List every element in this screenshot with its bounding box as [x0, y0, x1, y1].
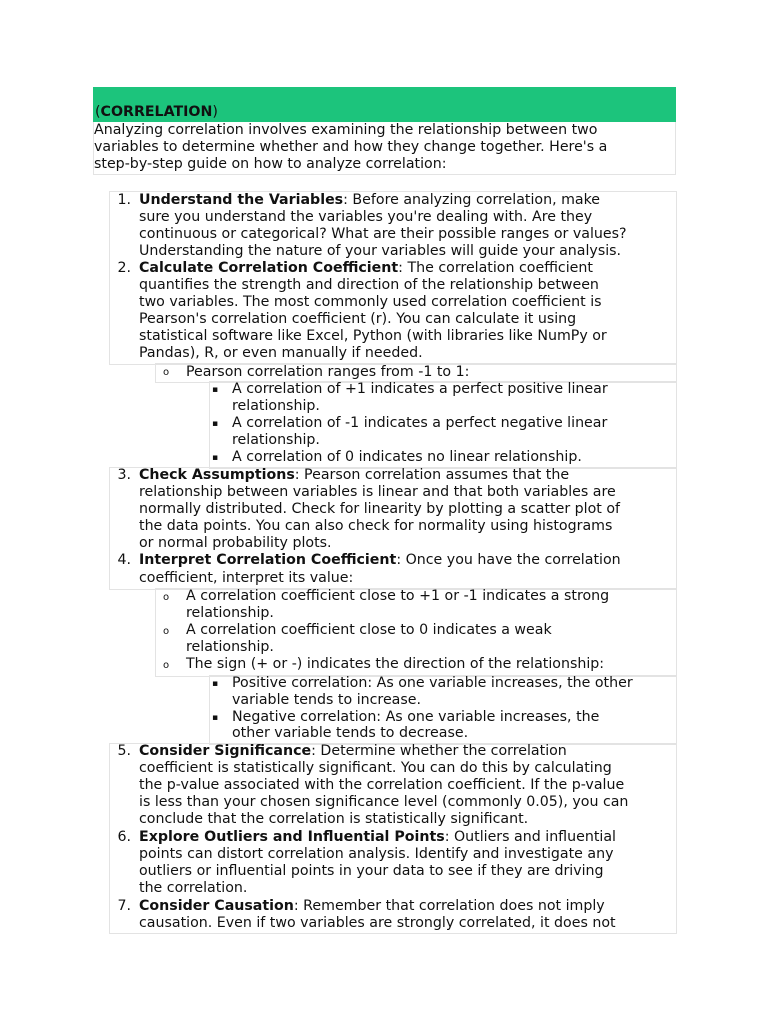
item-number: 7.	[117, 898, 131, 914]
point-text-line: A correlation of 0 indicates no linear relationship.	[232, 449, 582, 465]
item-text-line: the p-value associated with the correlation coefficient. If the p-value	[139, 777, 625, 793]
item-text-line: or normal probability plots.	[139, 535, 332, 551]
item-number: 3.	[117, 467, 131, 483]
document-body	[93, 87, 676, 175]
point-text-line: A correlation of +1 indicates a perfect positive linear	[232, 381, 608, 397]
page-title: (CORRELATION)	[95, 104, 218, 120]
point-text-line: relationship.	[232, 398, 320, 414]
item-heading: Consider Significance	[139, 743, 312, 759]
item-number: 6.	[117, 829, 131, 845]
sub-item-text: A correlation coefficient close to +1 or -1 indicates a strong	[186, 588, 610, 604]
square-bullet-icon: ▪	[212, 419, 219, 429]
item-text-line: two variables. The most commonly used correlation coefficient is	[139, 294, 602, 310]
item-text-line: conclude that the correlation is statistically significant.	[139, 811, 529, 827]
point-text-line: A correlation of -1 indicates a perfect negative linear	[232, 415, 608, 431]
item-number: 4.	[117, 552, 131, 568]
point-text-line: other variable tends to decrease.	[232, 725, 469, 741]
sub-item-text: relationship.	[186, 639, 274, 655]
point-text-line: Positive correlation: As one variable increases, the other	[232, 675, 633, 691]
item-text-line: outliers or influential points in your data to see if they are driving	[139, 863, 604, 879]
point-text-line: relationship.	[232, 432, 320, 448]
sub-item-text: Pearson correlation ranges from -1 to 1:	[186, 364, 470, 380]
intro-line: variables to determine whether and how they change together. Here's a	[94, 139, 608, 155]
item-heading: Explore Outliers and Influential Points	[139, 829, 445, 845]
point-text-line: Negative correlation: As one variable increases, the	[232, 709, 600, 725]
item-number: 5.	[117, 743, 131, 759]
square-bullet-icon: ▪	[212, 713, 219, 723]
item-heading: Consider Causation	[139, 898, 294, 914]
circle-bullet-icon: o	[163, 367, 170, 378]
item-text-line: Pearson's correlation coefficient (r). You can calculate it using	[139, 311, 577, 327]
item-text-line: causation. Even if two variables are strongly correlated, it does not	[139, 915, 616, 931]
item-text-line: points can distort correlation analysis. Identify and investigate any	[139, 846, 614, 862]
item-text-line: coefficient is statistically significant. You can do this by calculating	[139, 760, 612, 776]
circle-bullet-icon: o	[163, 660, 170, 671]
item-text-line: the correlation.	[139, 880, 248, 896]
square-bullet-icon: ▪	[212, 453, 219, 463]
title-banner	[93, 87, 676, 122]
item-heading: Check Assumptions	[139, 467, 295, 483]
item-heading: Calculate Correlation Coefficient	[139, 260, 399, 276]
item-text-line: sure you understand the variables you're dealing with. Are they	[139, 209, 593, 225]
intro-paragraph	[93, 122, 676, 175]
sub-item-text: A correlation coefficient close to 0 indicates a weak	[186, 622, 552, 638]
circle-bullet-icon: o	[163, 626, 170, 637]
sub-item-text: The sign (+ or -) indicates the direction of the relationship:	[186, 656, 605, 672]
point-text-line: variable tends to increase.	[232, 692, 421, 708]
sub-item-text: relationship.	[186, 605, 274, 621]
square-bullet-icon: ▪	[212, 679, 219, 689]
item-number: 2.	[117, 260, 131, 276]
item-heading: Understand the Variables	[139, 192, 344, 208]
item-text-line: statistical software like Excel, Python (with libraries like NumPy or	[139, 328, 607, 344]
intro-line: step-by-step guide on how to analyze correlation:	[94, 156, 447, 172]
item-text-line: the data points. You can also check for normality using histograms	[139, 518, 613, 534]
circle-bullet-icon: o	[163, 592, 170, 603]
item-heading: Interpret Correlation Coefficient	[139, 552, 397, 568]
intro-line: Analyzing correlation involves examining the relationship between two	[94, 122, 598, 138]
item-text-line: continuous or categorical? What are their possible ranges or values?	[139, 226, 627, 242]
item-number: 1.	[117, 192, 131, 208]
item-text-line: coefficient, interpret its value:	[139, 570, 354, 586]
item-text-line: quantifies the strength and direction of the relationship between	[139, 277, 599, 293]
item-text-line: Pandas), R, or even manually if needed.	[139, 345, 423, 361]
square-bullet-icon: ▪	[212, 385, 219, 395]
item-text-line: normally distributed. Check for linearity by plotting a scatter plot of	[139, 501, 621, 517]
item-text-line: Understanding the nature of your variables will guide your analysis.	[139, 243, 622, 259]
item-text-line: is less than your chosen significance level (commonly 0.05), you can	[139, 794, 629, 810]
item-text-line: relationship between variables is linear and that both variables are	[139, 484, 616, 500]
